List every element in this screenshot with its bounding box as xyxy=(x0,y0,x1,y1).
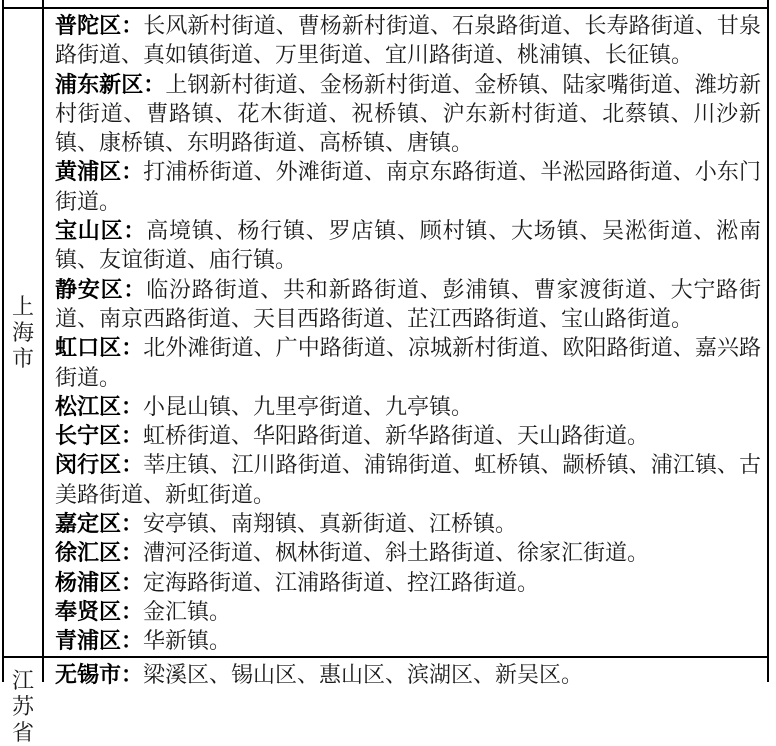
next-region-name-vertical: 江苏省 xyxy=(11,668,34,745)
district-streets: 北外滩街道、广中路街道、凉城新村街道、欧阳路街道、嘉兴路街道。 xyxy=(55,335,761,390)
district-name: 虹口区： xyxy=(55,335,144,361)
district-entry xyxy=(55,70,761,158)
district-name: 杨浦区： xyxy=(55,569,144,595)
next-region-cell xyxy=(4,658,44,745)
city-cell xyxy=(4,9,44,656)
district-streets: 上钢新村街道、金杨新村街道、金桥镇、陆家嘴街道、潍坊新村街道、曹路镇、花木街道、祝桥镇、沪东新村街道、北蔡镇、川沙新镇、康桥镇、东明路街道、高桥镇、唐镇。 xyxy=(55,71,761,156)
district-entry xyxy=(55,157,761,216)
district-name: 长宁区： xyxy=(55,423,144,449)
district-name: 嘉定区： xyxy=(55,511,144,537)
district-entry xyxy=(55,216,761,275)
next-row-clipped xyxy=(2,658,769,745)
district-name: 普陀区： xyxy=(55,13,144,38)
district-streets: 莘庄镇、江川路街道、浦锦街道、虹桥镇、颛桥镇、浦江镇、古美路街道、新虹街道。 xyxy=(55,452,761,507)
next-city-entry xyxy=(55,660,761,689)
district-name: 浦东新区： xyxy=(55,71,166,97)
next-row-content-cell xyxy=(44,658,767,687)
district-streets: 漕河泾街道、枫林街道、斜土路街道、徐家汇街道。 xyxy=(143,540,650,566)
district-name: 奉贤区： xyxy=(55,598,144,624)
district-streets: 小昆山镇、九里亭街道、九亭镇。 xyxy=(143,393,474,419)
district-entry xyxy=(55,568,761,597)
district-streets: 定海路街道、江浦路街道、控江路街道。 xyxy=(143,569,540,595)
city-name-vertical: 上海市 xyxy=(11,293,34,371)
district-streets: 华新镇。 xyxy=(143,628,232,654)
district-name: 徐汇区： xyxy=(55,540,144,566)
region-table xyxy=(2,0,769,745)
district-streets: 临汾路街道、共和新路街道、彭浦镇、曹家渡街道、大宁路街道、南京西路街道、天目西路街道、芷江西路街道、宝山路街道。 xyxy=(55,276,761,331)
district-entry xyxy=(55,421,761,450)
district-entry xyxy=(55,275,761,334)
district-entry xyxy=(55,333,761,392)
district-streets: 虹桥街道、华阳路街道、新华路街道、天山路街道。 xyxy=(143,423,650,449)
district-entry xyxy=(55,11,761,70)
districts-content-cell xyxy=(44,9,767,656)
district-entry xyxy=(55,597,761,626)
district-entry xyxy=(55,450,761,509)
district-entry xyxy=(55,509,761,538)
district-name: 闵行区： xyxy=(55,452,144,478)
previous-row-city-cell xyxy=(4,0,44,7)
district-streets: 长风新村街道、曹杨新村街道、石泉路街道、长寿路街道、甘泉路街道、真如镇街道、万里街道、宜川路街道、桃浦镇、长征镇。 xyxy=(55,13,761,68)
district-streets: 金汇镇。 xyxy=(143,598,232,624)
next-city-districts: 梁溪区、锡山区、惠山区、滨湖区、新吴区。 xyxy=(143,662,584,687)
next-city-name: 无锡市： xyxy=(55,662,144,687)
district-streets: 高境镇、杨行镇、罗店镇、顾村镇、大场镇、吴淞街道、淞南镇、友谊街道、庙行镇。 xyxy=(55,218,761,273)
district-entry xyxy=(55,626,761,655)
district-name: 松江区： xyxy=(55,393,144,419)
district-name: 青浦区： xyxy=(55,628,144,654)
previous-row-content-cell xyxy=(44,0,767,7)
district-entry xyxy=(55,538,761,567)
district-entry xyxy=(55,392,761,421)
district-name: 黄浦区： xyxy=(55,159,144,185)
previous-row-sliver xyxy=(2,0,769,7)
district-name: 宝山区： xyxy=(55,218,147,244)
district-streets: 安亭镇、南翔镇、真新街道、江桥镇。 xyxy=(143,511,518,537)
district-name: 静安区： xyxy=(55,276,147,302)
district-streets: 打浦桥街道、外滩街道、南京东路街道、半淞园路街道、小东门街道。 xyxy=(55,159,761,214)
shanghai-row xyxy=(2,7,769,658)
